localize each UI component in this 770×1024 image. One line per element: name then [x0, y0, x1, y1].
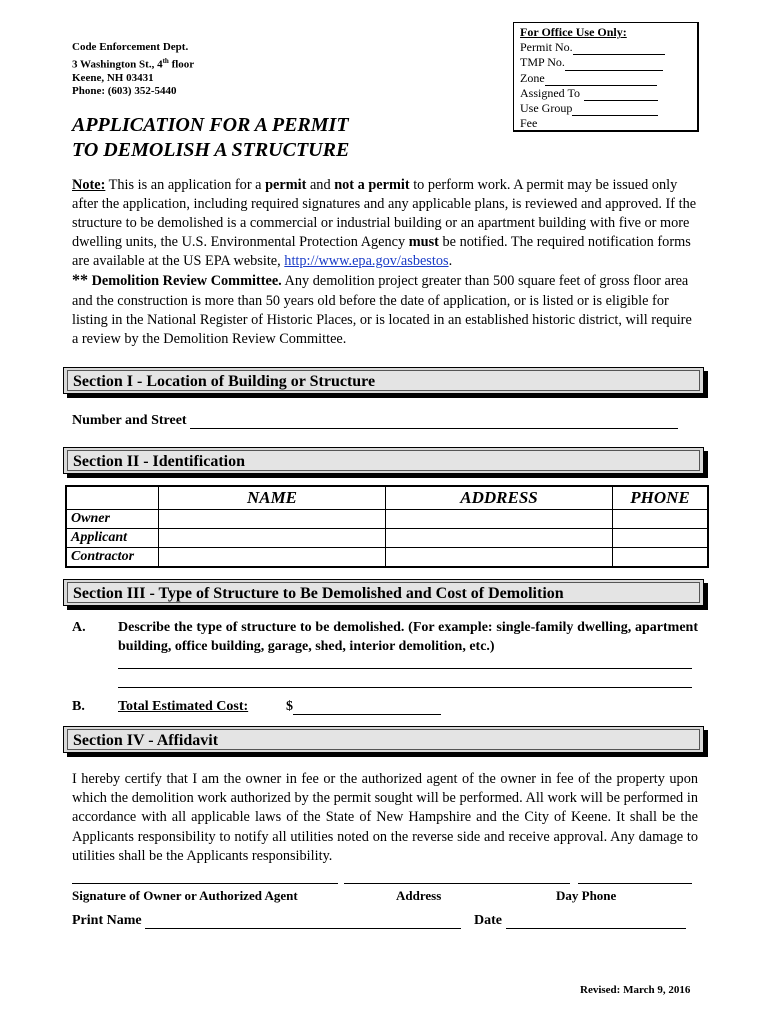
office-field-zone[interactable]: Zone — [520, 71, 697, 86]
dept-address: 3 Washington St., 4th floor — [72, 56, 195, 71]
office-field-assigned[interactable]: Assigned To — [520, 86, 697, 101]
number-street-field[interactable]: Number and Street — [72, 413, 678, 429]
section-3-header: Section III - Type of Structure to Be Demolished and Cost of Demolition — [63, 579, 704, 606]
number-street-line[interactable] — [190, 414, 678, 429]
owner-name-cell[interactable] — [159, 510, 386, 529]
section-1-header: Section I - Location of Building or Structure — [63, 367, 704, 394]
contractor-phone-cell[interactable] — [613, 548, 709, 568]
drc-label: Demolition Review Committee. — [88, 273, 282, 290]
affidavit-text: I hereby certify that I am the owner in fee or the authorized agent of the owner in fee of the property upon which the demolition work authorized by the permit sought will be performed. All work will be performed in accordance with all applicable laws of the State of New Hampshire and the City of Keene. It shall be the Applicants responsibility to notify all utilities noted on the reverse side and receive approval. Any damage to utilities shall be the Applicants responsibility. — [72, 771, 698, 864]
note-label: Note: — [72, 177, 106, 193]
note-paragraph: Note: This is an application for a permit and not a permit to perform work. A permit may be issued only after the application, including required signatures and any applicable plans, is reviewed and approved. If the structure to be demolished is a commercial or industrial building or an apartment building with five or more dwelling units, the U.S. Environmental Protection Agency must be notified. The required notification forms are available at the US EPA website, http://www.epa.gov/asbestos. ** Demolition Review Committee. Any demolition project greater than 500 square feet of gross floor area and the construction is more than 50 years old before the date of application, or is listed or is eligible for listing in the National Register of Historic Places, or is located in an established historic district, will require a review by the Demolition Review Committee. — [72, 177, 697, 347]
row-applicant: Applicant — [66, 529, 159, 548]
revised-date: Revised: March 9, 2016 — [580, 984, 691, 996]
stars-marker: ** — [72, 272, 88, 290]
epa-link[interactable]: http://www.epa.gov/asbestos — [284, 253, 449, 270]
signature-line[interactable] — [72, 883, 338, 884]
col-phone: PHONE — [613, 486, 709, 510]
address-label: Address — [396, 888, 442, 903]
day-phone-label: Day Phone — [556, 888, 617, 903]
day-phone-line[interactable] — [578, 883, 692, 884]
item-a-label: A. — [72, 620, 86, 635]
describe-line-2[interactable] — [118, 687, 692, 688]
office-use-heading: For Office Use Only: — [520, 25, 627, 39]
row-owner: Owner — [66, 510, 159, 529]
contractor-address-cell[interactable] — [386, 548, 613, 568]
dept-city: Keene, NH 03431 — [72, 71, 154, 84]
dept-name: Code Enforcement Dept. — [72, 41, 189, 53]
describe-line-1[interactable] — [118, 668, 692, 669]
dept-phone: Phone: (603) 352-5440 — [72, 85, 177, 98]
applicant-address-cell[interactable] — [386, 529, 613, 548]
table-header-row — [66, 486, 708, 510]
identification-table — [65, 485, 709, 568]
office-field-fee[interactable]: Fee — [520, 116, 697, 131]
item-a-text: Describe the type of structure to be demolished. (For example: single-family dwelling, apartment building, office building, garage, shed, interior demolition, etc.) — [118, 620, 698, 654]
form-title: APPLICATION FOR A PERMIT TO DEMOLISH A STRUCTURE — [72, 114, 350, 161]
applicant-phone-cell[interactable] — [613, 529, 709, 548]
office-field-tmp[interactable]: TMP No. — [520, 55, 697, 70]
address-line[interactable] — [344, 883, 570, 884]
section-4-header: Section IV - Affidavit — [63, 726, 704, 753]
date-field[interactable]: Date — [474, 913, 686, 929]
applicant-name-cell[interactable] — [159, 529, 386, 548]
total-cost-field[interactable]: $ — [286, 699, 441, 715]
table-row — [66, 510, 708, 529]
owner-address-cell[interactable] — [386, 510, 613, 529]
table-row — [66, 548, 708, 568]
department-header — [72, 41, 194, 99]
contractor-name-cell[interactable] — [159, 548, 386, 568]
print-name-field[interactable]: Print Name — [72, 913, 461, 929]
table-row — [66, 529, 708, 548]
owner-phone-cell[interactable] — [613, 510, 709, 529]
office-field-usegroup[interactable]: Use Group — [520, 101, 697, 116]
office-use-box — [513, 22, 699, 132]
item-b-label: B. — [72, 699, 85, 714]
section-2-header: Section II - Identification — [63, 447, 704, 474]
col-name: NAME — [159, 486, 386, 510]
total-cost-label: Total Estimated Cost: — [118, 699, 249, 714]
office-field-permit[interactable]: Permit No. — [520, 40, 697, 55]
col-address: ADDRESS — [386, 486, 613, 510]
signature-label: Signature of Owner or Authorized Agent — [72, 888, 298, 903]
row-contractor: Contractor — [66, 548, 159, 568]
